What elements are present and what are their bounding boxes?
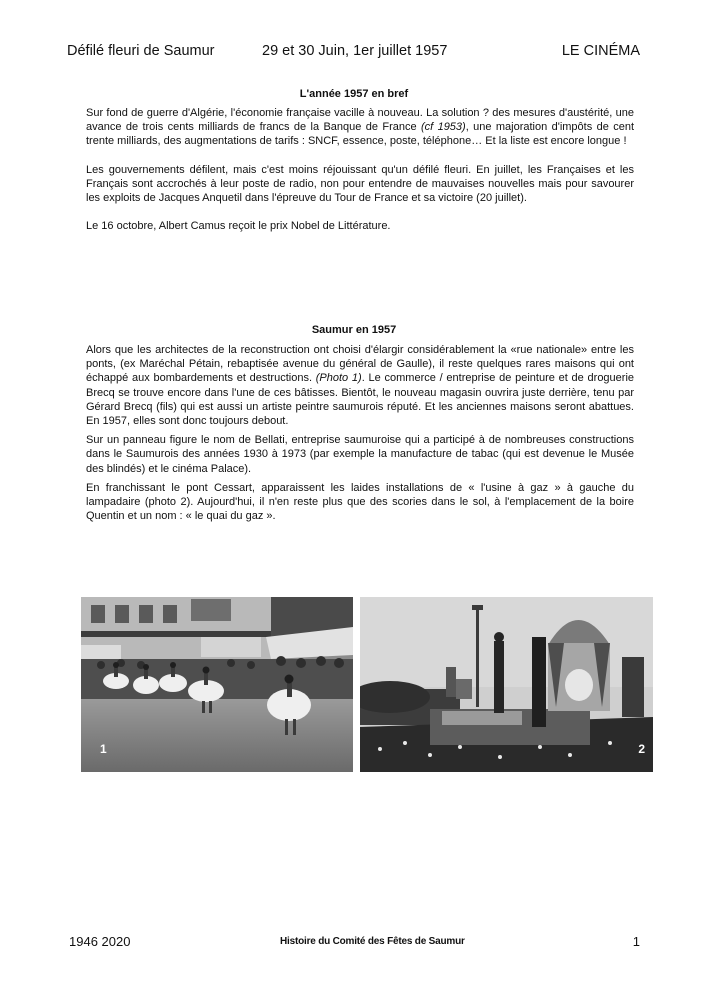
- photo-flower-float-image: [360, 597, 653, 772]
- footer-years: 1946 2020: [69, 934, 131, 949]
- photo-number-1: 1: [100, 742, 107, 756]
- page-number: 1: [632, 934, 640, 949]
- section-body-1957: [86, 106, 634, 247]
- paragraph: Sur un panneau figure le nom de Bellati, entreprise saumuroise qui a participé à de nombreuses constructions dans le Saumurois des années 1930 à 1973 (par exemple la manufacture de tabac (qui est devenue le Musée des blindés) et le cinéma Palace).: [86, 434, 634, 475]
- reference: (Photo 1): [315, 372, 362, 385]
- photo-number-2: 2: [638, 742, 645, 756]
- paragraph: [86, 106, 634, 149]
- paragraph: En franchissant le pont Cessart, apparaissent les laides installations de « l'usine à gaz » à gauche du lampadaire (photo 2). Aujourd'hui, il n'en reste plus que des scories dans le sol, à l'emplacement de la boire Quentin et un nom : « le quai du gaz ».: [86, 481, 634, 523]
- text: , une majoration d'impôts de cent trente milliards, des augmentations de tarifs : SNCF, essence, poste, téléphone… Et la liste est encore longue !: [86, 121, 634, 148]
- section-body-saumur: [86, 343, 634, 528]
- paragraph: [86, 343, 634, 428]
- text: Alors que les architectes de la reconstruction ont choisi d'élargir considérablement la «rue nationale» entre les ponts, (ex Maréchal Pétain, rebaptisée avenue du général de Gaulle), il reste quelques rares maisons qui ont échappé aux bombardements et destructions.: [86, 344, 634, 385]
- text: . Le commerce / entreprise de peinture et de droguerie Brecq se trouve encore dans l'une de ces bâtisses. Bientôt, le nouveau magasin ouvrira juste derrière, tenu par Gérard Brecq (fils) qui est aussi un artiste peintre saumurois réputé. Et les anciennes maisons seront abattues. En 1957, elles sont donc toujours debout.: [86, 372, 635, 428]
- text: Sur fond de guerre d'Algérie, l'économie française vacille à nouveau. La solution ? des mesures d'austérité, une avance de trois cents milliards de francs de la Banque de France: [86, 107, 634, 134]
- reference: (cf 1953): [420, 121, 466, 134]
- photo-flower-float: [360, 597, 653, 772]
- footer-title: Histoire du Comité des Fêtes de Saumur: [280, 936, 465, 947]
- section-title-1957: L'année 1957 en bref: [299, 88, 409, 100]
- paragraph: Les gouvernements défilent, mais c'est moins réjouissant qu'un défilé fleuri. En juillet, les Françaises et les Français sont accrochés à leur poste de radio, non pour entendre de mauvaises nouvelles mais pour savourer les exploits de Jacques Anquetil dans l'épreuve du Tour de France et sa victoire (20 juillet).: [86, 163, 634, 205]
- header-left: Défilé fleuri de Saumur: [67, 43, 215, 59]
- section-title-saumur: Saumur en 1957: [311, 324, 397, 336]
- header-date: 29 et 30 Juin, 1er juillet 1957: [262, 43, 448, 59]
- photo-parade-street: [81, 597, 353, 772]
- paragraph: Le 16 octobre, Albert Camus reçoit le prix Nobel de Littérature.: [86, 220, 391, 233]
- header-right: LE CINÉMA: [561, 43, 640, 59]
- photo-parade-street-image: [81, 597, 353, 772]
